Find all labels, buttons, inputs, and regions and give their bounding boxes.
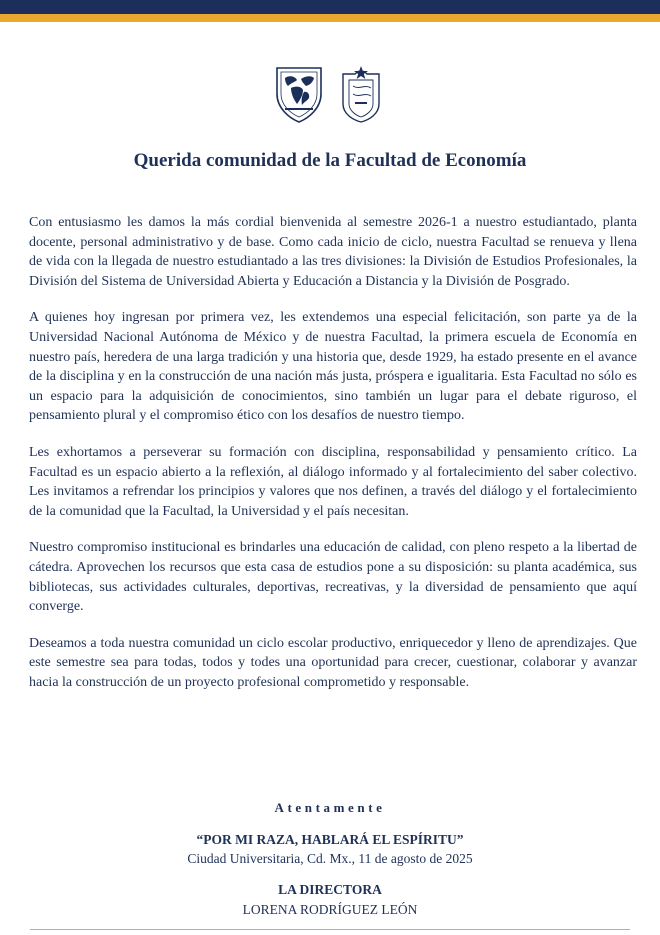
motto: “POR MI RAZA, HABLARÁ EL ESPÍRITU” bbox=[196, 832, 464, 847]
signatory-name: LORENA RODRÍGUEZ LEÓN bbox=[242, 902, 418, 917]
paragraph: A quienes hoy ingresan por primera vez, les extendemos una especial felicitación, son parte ya de la Universidad Nacional Autónoma de México y de nuestra Facultad, la primera escuela de Economía en nuestro país, heredera de una larga tradición y una historia que, desde 1929, ha estado presente en el avance de la disciplina y en la construcción de una nación más justa, próspera e igualitaria. Esta Facultad no sólo es un espacio para la adquisición de conocimientos, sino también un lugar para el debate riguroso, el pensamiento plural y el compromiso ético con los desafíos de nuestro tiempo. bbox=[29, 310, 637, 424]
place-date: Ciudad Universitaria, Cd. Mx., 11 de agosto de 2025 bbox=[187, 851, 473, 866]
salutation: Atentamente bbox=[274, 800, 386, 815]
paragraph: Nuestro compromiso institucional es brindarles una educación de calidad, con pleno respeto a la libertad de cátedra. Aprovechen los recursos que esta casa de estudios pone a su disposición: su planta académica, sus bibliotecas, sus actividades culturales, deportivas, recreativas, y la diversidad de pensamiento que aquí converge. bbox=[29, 540, 637, 615]
unam-crest-icon bbox=[273, 64, 325, 124]
paragraph: Deseamos a toda nuestra comunidad un ciclo escolar productivo, enriquecedor y lleno de aprendizajes. Que este semestre sea para todas, todos y todes una oportunidad para crecer, cuestionar, colaborar y avanzar hacia la construcción de un proyecto profesional comprometido y responsable. bbox=[29, 635, 637, 690]
letter-body bbox=[29, 213, 637, 709]
top-bar-gold bbox=[0, 14, 660, 22]
header-logos bbox=[0, 64, 660, 128]
letter-heading: Querida comunidad de la Facultad de Economía bbox=[133, 150, 527, 171]
top-bar-navy bbox=[0, 0, 660, 14]
signatory-role: LA DIRECTORA bbox=[278, 882, 382, 897]
paragraph: Con entusiasmo les damos la más cordial bienvenida al semestre 2026-1 a nuestro estudiantado, planta docente, personal administrativo y de base. Como cada inicio de ciclo, nuestra Facultad se renueva y llena de vida con la llegada de nuestro estudiantado a las tres divisiones: la División de Estudios Profesionales, la División del Sistema de Universidad Abierta y Educación a Distancia y la División de Posgrado. bbox=[29, 215, 637, 289]
facultad-economia-emblem-icon bbox=[335, 64, 387, 124]
paragraph: Les exhortamos a perseverar su formación con disciplina, responsabilidad y pensamiento crítico. La Facultad es un espacio abierto a la reflexión, al diálogo informado y al fortalecimiento del saber colectivo. Les invitamos a refrendar los principios y valores que nos definen, a través del diálogo y el fortalecimiento de la comunidad que la Facultad, la Universidad y el país necesitan. bbox=[29, 444, 637, 519]
bottom-divider bbox=[30, 929, 630, 930]
